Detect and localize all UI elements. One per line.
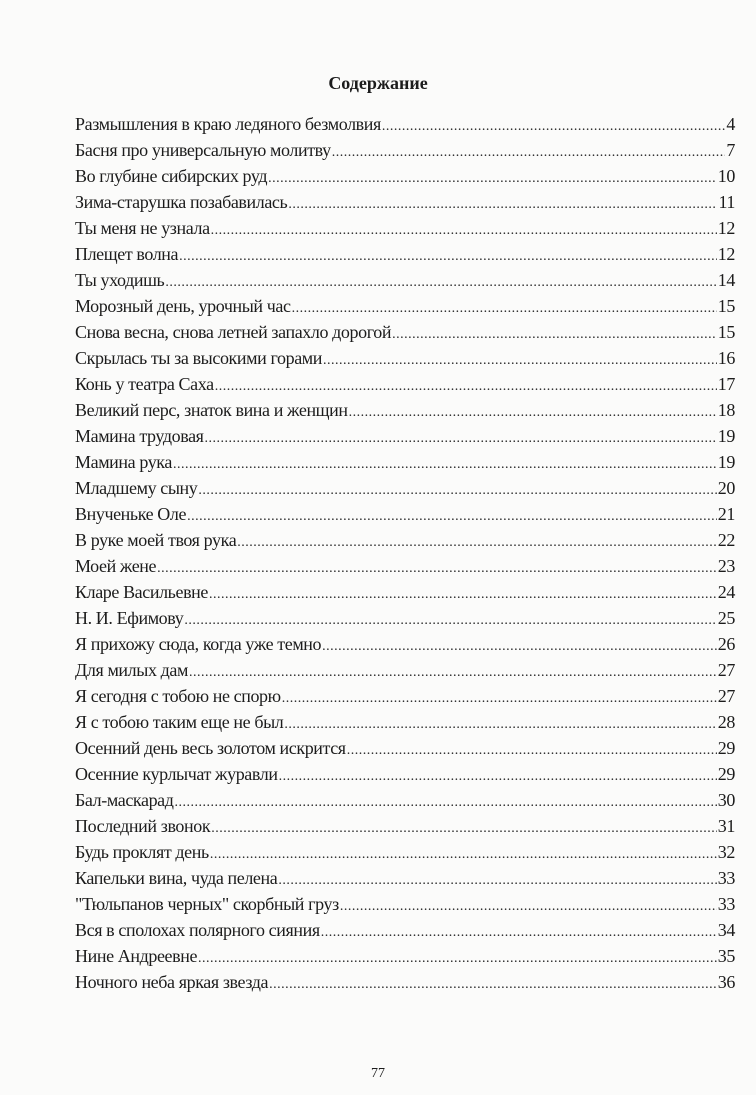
- toc-entry: [75, 270, 735, 296]
- toc-entry-title: Размышления в краю ледяного безмолвия: [75, 114, 381, 134]
- toc-entry: [75, 738, 735, 764]
- toc-entry-title: Я прихожу сюда, когда уже темно: [75, 634, 322, 654]
- toc-entry-title: "Тюльпанов черных" скорбный груз: [75, 894, 339, 914]
- toc-entry-title: Последний звонок: [75, 816, 211, 836]
- toc-entry-title: Вся в сполохах полярного сияния: [75, 920, 320, 940]
- toc-entry-page: 34: [717, 920, 735, 940]
- dot-leader: [211, 223, 717, 239]
- toc-entry-title: Скрылась ты за высокими горами: [75, 348, 323, 368]
- toc-entry-title: Морозный день, урочный час: [75, 296, 291, 316]
- toc-entry: [75, 764, 735, 790]
- dot-leader: [189, 665, 717, 681]
- toc-entry-title: Осенние курлычат журавли: [75, 764, 278, 784]
- toc-entry-title: Нине Андреевне: [75, 946, 198, 966]
- toc-entry-page: 28: [717, 712, 735, 732]
- dot-leader: [279, 769, 717, 785]
- page-number: 77: [371, 1066, 385, 1081]
- toc-entry: [75, 374, 735, 400]
- toc-entry: [75, 686, 735, 712]
- toc-entry-title: Капельки вина, чуда пелена: [75, 868, 278, 888]
- toc-entry-title: Моей жене: [75, 556, 157, 576]
- toc-entry-title: Кларе Васильевне: [75, 582, 208, 602]
- toc-entry: [75, 244, 735, 270]
- dot-leader: [349, 405, 717, 421]
- dot-leader: [173, 457, 717, 473]
- dot-leader: [175, 795, 717, 811]
- toc-entry-page: 33: [717, 894, 735, 914]
- dot-leader: [184, 613, 716, 629]
- dot-leader: [268, 171, 717, 187]
- toc-entry: [75, 634, 735, 660]
- toc-entry-title: Осенний день весь золотом искрится: [75, 738, 346, 758]
- dot-leader: [278, 873, 716, 889]
- dot-leader: [198, 951, 717, 967]
- toc-entry-title: Во глубине сибирских руд: [75, 166, 268, 186]
- toc-entry-page: 10: [717, 166, 735, 186]
- toc-entry-page: 31: [717, 816, 735, 836]
- dot-leader: [210, 847, 717, 863]
- toc-entry-title: Великий перс, знаток вина и женщин: [75, 400, 348, 420]
- dot-leader: [323, 353, 717, 369]
- toc-entry-title: Внученьке Оле: [75, 504, 187, 524]
- toc-entry: [75, 296, 735, 322]
- toc-entry-page: 22: [717, 530, 735, 550]
- toc-entry-page: 30: [717, 790, 735, 810]
- toc-entry: [75, 192, 735, 218]
- dot-leader: [382, 119, 726, 135]
- toc-entry: [75, 400, 735, 426]
- toc-entry-title: В руке моей твоя рука: [75, 530, 237, 550]
- toc-entry-title: Ночного неба яркая звезда: [75, 972, 269, 992]
- toc-entry-title: Снова весна, снова летней запахло дорогой: [75, 322, 392, 342]
- toc-entry-page: 18: [717, 400, 735, 420]
- dot-leader: [179, 249, 717, 265]
- dot-leader: [321, 925, 717, 941]
- toc-entry: [75, 218, 735, 244]
- toc-entry-title: Плещет волна: [75, 244, 179, 264]
- dot-leader: [165, 275, 716, 291]
- toc-entry-title: Ты уходишь: [75, 270, 165, 290]
- toc-entry: [75, 504, 735, 530]
- dot-leader: [209, 587, 717, 603]
- toc-entry-page: 19: [717, 452, 735, 472]
- toc-entry-page: 25: [717, 608, 735, 628]
- toc-entry: [75, 920, 735, 946]
- dot-leader: [205, 431, 717, 447]
- toc-entry: [75, 712, 735, 738]
- toc-entry: [75, 322, 735, 348]
- toc-entry: [75, 972, 735, 998]
- toc-entry: [75, 790, 735, 816]
- toc-entry: [75, 426, 735, 452]
- toc-entry-page: 36: [717, 972, 735, 992]
- toc-entry-page: 23: [717, 556, 735, 576]
- toc-entry-title: Зима-старушка позабавилась: [75, 192, 288, 212]
- toc-entry: [75, 452, 735, 478]
- toc-entry: [75, 842, 735, 868]
- dot-leader: [332, 145, 726, 161]
- toc-entry-title: Мамина рука: [75, 452, 172, 472]
- toc-entry-page: 19: [717, 426, 735, 446]
- toc-entry-page: 35: [717, 946, 735, 966]
- toc-entry: [75, 348, 735, 374]
- toc-entry-page: 15: [717, 296, 735, 316]
- dot-leader: [157, 561, 717, 577]
- toc-entry-page: 33: [717, 868, 735, 888]
- toc-entry-page: 21: [717, 504, 735, 524]
- dot-leader: [198, 483, 716, 499]
- toc-entry-page: 24: [717, 582, 735, 602]
- toc-entry: [75, 166, 735, 192]
- toc-entry-page: 12: [717, 244, 735, 264]
- toc-entry-title: Я сегодня с тобою не спорю: [75, 686, 281, 706]
- toc-entry-page: 27: [717, 660, 735, 680]
- toc-entry: [75, 114, 735, 140]
- toc-entry: [75, 868, 735, 894]
- toc-entry-title: Я с тобою таким еще не был: [75, 712, 284, 732]
- toc-entry-page: 11: [718, 192, 735, 212]
- dot-leader: [211, 821, 717, 837]
- dot-leader: [340, 899, 717, 915]
- dot-leader: [282, 691, 717, 707]
- dot-leader: [284, 717, 716, 733]
- toc-entry-title: Н. И. Ефимову: [75, 608, 184, 628]
- toc-entry: [75, 946, 735, 972]
- toc-entry-page: 26: [717, 634, 735, 654]
- toc-entry-title: Басня про универсальную молитву: [75, 140, 331, 160]
- dot-leader: [347, 743, 717, 759]
- toc-entry-title: Будь проклят день: [75, 842, 209, 862]
- toc-entry: [75, 140, 735, 166]
- toc-entry: [75, 582, 735, 608]
- dot-leader: [215, 379, 717, 395]
- toc-entry-title: Конь у театра Саха: [75, 374, 214, 394]
- toc-entry-page: 20: [717, 478, 735, 498]
- table-of-contents: [75, 114, 735, 998]
- toc-entry-page: 16: [717, 348, 735, 368]
- page-title: Содержание: [328, 73, 428, 93]
- toc-entry-page: 29: [717, 764, 735, 784]
- toc-entry-title: Бал-маскарад: [75, 790, 174, 810]
- toc-entry-page: 14: [717, 270, 735, 290]
- toc-entry-page: 17: [717, 374, 735, 394]
- toc-entry-page: 15: [717, 322, 735, 342]
- dot-leader: [292, 301, 717, 317]
- toc-entry: [75, 660, 735, 686]
- dot-leader: [269, 977, 717, 993]
- toc-entry-page: 12: [717, 218, 735, 238]
- toc-entry: [75, 608, 735, 634]
- toc-entry-title: Ты меня не узнала: [75, 218, 210, 238]
- toc-entry-title: Младшему сыну: [75, 478, 198, 498]
- dot-leader: [187, 509, 717, 525]
- toc-entry: [75, 894, 735, 920]
- toc-entry-page: 4: [726, 114, 735, 134]
- toc-entry: [75, 530, 735, 556]
- toc-entry-title: Мамина трудовая: [75, 426, 204, 446]
- toc-entry: [75, 556, 735, 582]
- toc-entry-page: 32: [717, 842, 735, 862]
- dot-leader: [288, 197, 717, 213]
- toc-entry: [75, 816, 735, 842]
- toc-entry-title: Для милых дам: [75, 660, 188, 680]
- toc-entry: [75, 478, 735, 504]
- dot-leader: [392, 327, 717, 343]
- toc-entry-page: 27: [717, 686, 735, 706]
- toc-entry-page: 29: [717, 738, 735, 758]
- dot-leader: [322, 639, 717, 655]
- toc-entry-page: 7: [726, 140, 735, 160]
- dot-leader: [237, 535, 717, 551]
